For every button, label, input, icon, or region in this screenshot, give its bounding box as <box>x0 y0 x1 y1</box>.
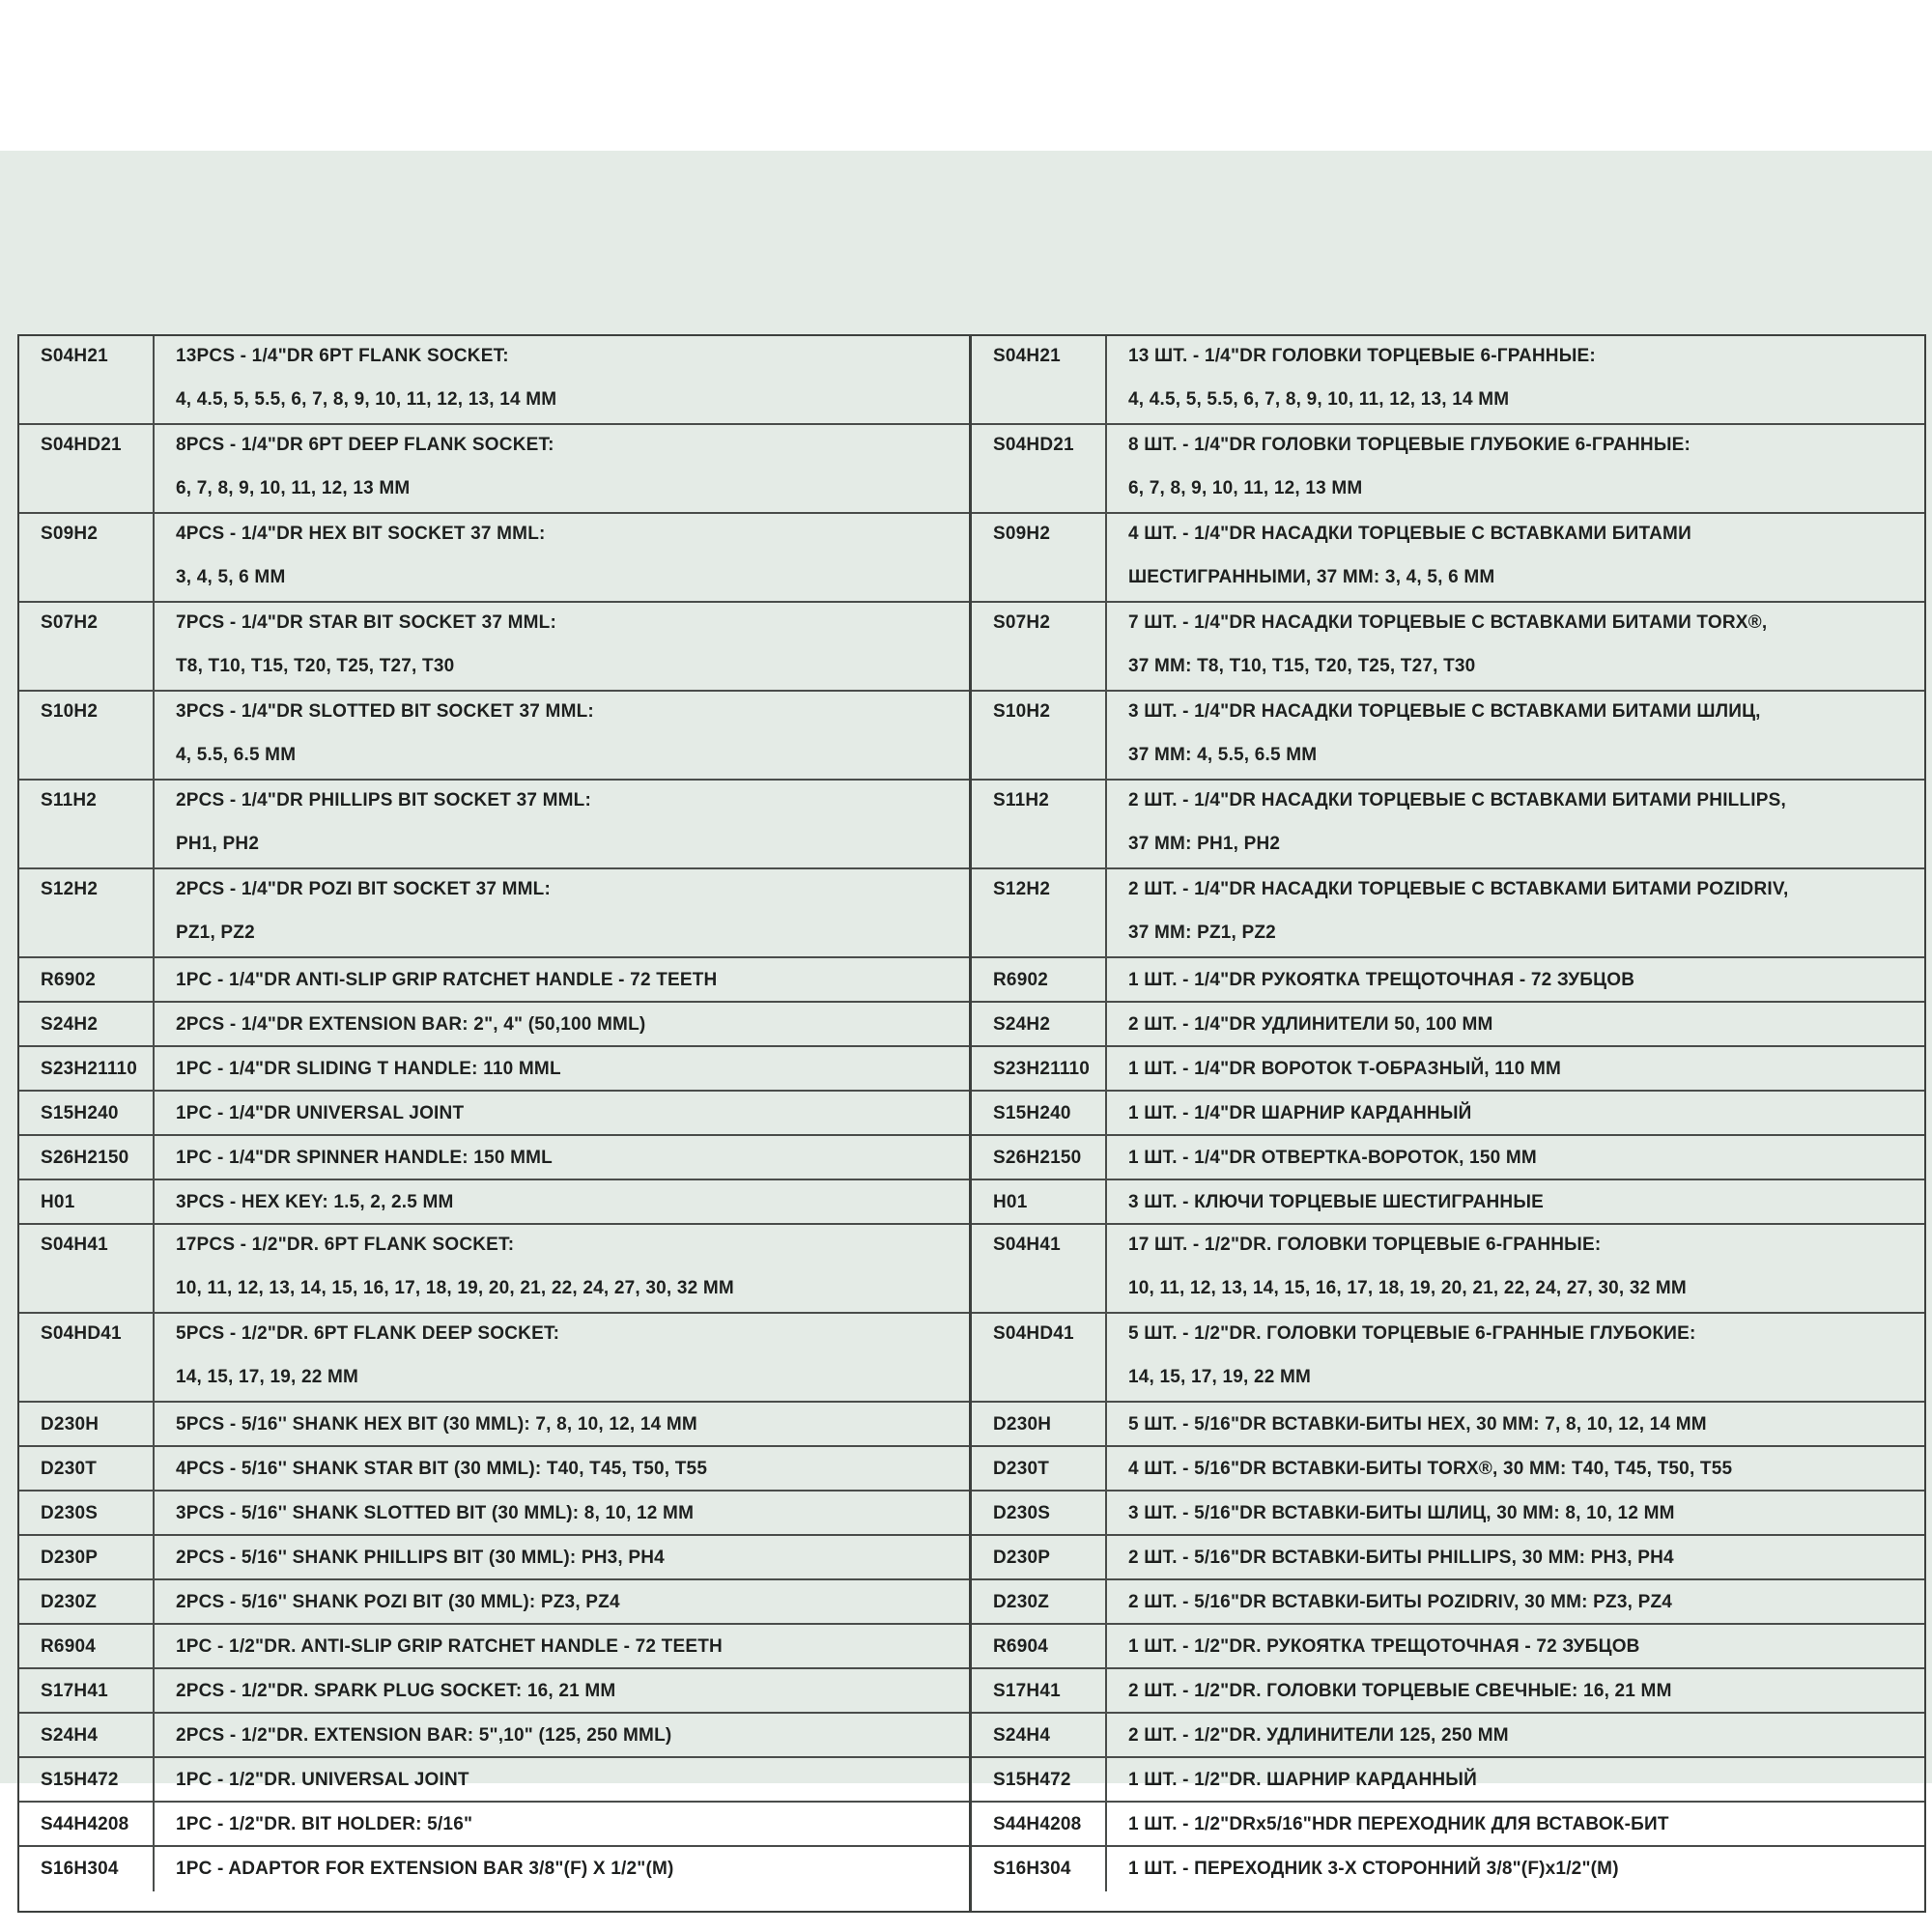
description-sizes-line: 37 MM: PZ1, PZ2 <box>1128 923 1276 943</box>
part-description <box>155 1536 969 1578</box>
parts-table <box>17 334 1926 1913</box>
part-description <box>1107 603 1924 690</box>
description-line: 4PCS - 1/4"DR HEX BIT SOCKET 37 MML: <box>176 524 546 544</box>
part-code: S17H41 <box>972 1669 1107 1712</box>
table-row <box>19 1625 969 1669</box>
table-row <box>972 869 1924 958</box>
table-row <box>19 781 969 869</box>
description-sizes-line: 37 MM: PH1, PH2 <box>1128 834 1281 854</box>
table-row <box>972 425 1924 514</box>
description-line: 4 ШТ. - 5/16"DR ВСТАВКИ-БИТЫ TORX®, 30 MM: T40, T45, T50, T55 <box>1128 1459 1733 1479</box>
part-code: S15H240 <box>19 1092 155 1134</box>
part-description <box>155 514 969 601</box>
part-code: S04HD21 <box>972 425 1107 512</box>
part-description <box>1107 1580 1924 1623</box>
part-code: S23H21110 <box>972 1047 1107 1090</box>
part-code: S44H4208 <box>19 1803 155 1845</box>
description-line: 2 ШТ. - 1/4"DR НАСАДКИ ТОРЦЕВЫЕ С ВСТАВКАМИ БИТАМИ POZIDRIV, <box>1128 879 1789 899</box>
part-description <box>1107 1669 1924 1712</box>
table-row <box>19 1847 969 1891</box>
russian-column <box>972 336 1924 1911</box>
part-code: D230P <box>972 1536 1107 1578</box>
description-sizes-line: 4, 5.5, 6.5 MM <box>176 745 297 765</box>
description-line: 2 ШТ. - 1/4"DR НАСАДКИ ТОРЦЕВЫЕ С ВСТАВКАМИ БИТАМИ PHILLIPS, <box>1128 790 1786 810</box>
description-sizes-line: 10, 11, 12, 13, 14, 15, 16, 17, 18, 19, 20, 21, 22, 24, 27, 30, 32 MM <box>176 1278 734 1298</box>
table-row <box>972 1003 1924 1047</box>
table-row <box>972 781 1924 869</box>
part-description <box>1107 958 1924 1001</box>
part-description <box>155 1714 969 1756</box>
description-line: 7 ШТ. - 1/4"DR НАСАДКИ ТОРЦЕВЫЕ С ВСТАВКАМИ БИТАМИ TORX®, <box>1128 612 1768 633</box>
description-line: 2 ШТ. - 1/2"DR. ГОЛОВКИ ТОРЦЕВЫЕ СВЕЧНЫЕ: 16, 21 MM <box>1128 1681 1672 1701</box>
description-sizes-line: 4, 4.5, 5, 5.5, 6, 7, 8, 9, 10, 11, 12, 13, 14 MM <box>176 389 557 410</box>
description-sizes-line: 37 MM: T8, T10, T15, T20, T25, T27, T30 <box>1128 656 1476 676</box>
part-description <box>1107 781 1924 867</box>
part-code: S09H2 <box>19 514 155 601</box>
table-row <box>972 1136 1924 1180</box>
part-description <box>155 1492 969 1534</box>
part-description <box>155 1225 969 1312</box>
table-row <box>19 1136 969 1180</box>
table-row <box>19 1669 969 1714</box>
description-line: 3PCS - 1/4"DR SLOTTED BIT SOCKET 37 MML: <box>176 701 594 722</box>
description-line: 2PCS - 1/4"DR EXTENSION BAR: 2", 4" (50,100 MML) <box>176 1014 646 1035</box>
description-sizes-line: 37 MM: 4, 5.5, 6.5 MM <box>1128 745 1318 765</box>
part-code: S04H41 <box>19 1225 155 1312</box>
part-description <box>155 1092 969 1134</box>
table-row <box>972 1847 1924 1891</box>
part-description <box>155 1136 969 1179</box>
part-code: S16H304 <box>972 1847 1107 1891</box>
description-sizes-line: 10, 11, 12, 13, 14, 15, 16, 17, 18, 19, 20, 21, 22, 24, 27, 30, 32 MM <box>1128 1278 1687 1298</box>
table-row <box>19 692 969 781</box>
part-code: S12H2 <box>19 869 155 956</box>
table-row <box>972 1714 1924 1758</box>
table-row <box>19 1403 969 1447</box>
description-line: 2PCS - 5/16'' SHANK POZI BIT (30 MML): PZ3, PZ4 <box>176 1592 620 1612</box>
table-row <box>972 1536 1924 1580</box>
part-code: S17H41 <box>19 1669 155 1712</box>
part-description <box>155 1003 969 1045</box>
part-code: S26H2150 <box>19 1136 155 1179</box>
part-code: S04HD41 <box>972 1314 1107 1401</box>
table-row <box>19 1003 969 1047</box>
part-description <box>1107 1492 1924 1534</box>
description-line: 2PCS - 5/16'' SHANK PHILLIPS BIT (30 MML): PH3, PH4 <box>176 1548 665 1568</box>
table-row <box>972 1225 1924 1314</box>
table-row <box>19 1758 969 1803</box>
table-row <box>19 514 969 603</box>
description-line: 3PCS - 5/16'' SHANK SLOTTED BIT (30 MML): 8, 10, 12 MM <box>176 1503 695 1523</box>
description-line: 5PCS - 5/16'' SHANK HEX BIT (30 MML): 7, 8, 10, 12, 14 MM <box>176 1414 697 1435</box>
description-line: 1PC - 1/2"DR. UNIVERSAL JOINT <box>176 1770 469 1790</box>
part-code: S15H472 <box>972 1758 1107 1801</box>
part-code: S04H21 <box>19 336 155 423</box>
description-line: 1PC - 1/2"DR. ANTI-SLIP GRIP RATCHET HANDLE - 72 TEETH <box>176 1636 723 1657</box>
table-row <box>972 1092 1924 1136</box>
description-line: 2PCS - 1/4"DR POZI BIT SOCKET 37 MML: <box>176 879 552 899</box>
part-code: S07H2 <box>972 603 1107 690</box>
part-code: S15H240 <box>972 1092 1107 1134</box>
part-description <box>155 869 969 956</box>
description-line: 3 ШТ. - 1/4"DR НАСАДКИ ТОРЦЕВЫЕ С ВСТАВКАМИ БИТАМИ ШЛИЦ, <box>1128 701 1761 722</box>
part-description <box>1107 1447 1924 1490</box>
description-line: 3 ШТ. - 5/16"DR ВСТАВКИ-БИТЫ ШЛИЦ, 30 MM: 8, 10, 12 MM <box>1128 1503 1675 1523</box>
description-sizes-line: 3, 4, 5, 6 MM <box>176 567 286 587</box>
description-line: 3 ШТ. - КЛЮЧИ ТОРЦЕВЫЕ ШЕСТИГРАННЫЕ <box>1128 1192 1545 1212</box>
part-code: S24H2 <box>19 1003 155 1045</box>
description-line: 5PCS - 1/2"DR. 6PT FLANK DEEP SOCKET: <box>176 1323 560 1344</box>
part-code: S09H2 <box>972 514 1107 601</box>
part-code: R6902 <box>972 958 1107 1001</box>
description-line: 1 ШТ. - ПЕРЕХОДНИК 3-Х СТОРОННИЙ 3/8"(F)x1/2"(M) <box>1128 1859 1619 1879</box>
part-description <box>155 1803 969 1845</box>
part-code: R6904 <box>972 1625 1107 1667</box>
table-row <box>19 1180 969 1225</box>
part-description <box>1107 869 1924 956</box>
part-description <box>155 1047 969 1090</box>
part-code: S16H304 <box>19 1847 155 1891</box>
description-line: 4 ШТ. - 1/4"DR НАСАДКИ ТОРЦЕВЫЕ С ВСТАВКАМИ БИТАМИ <box>1128 524 1691 544</box>
table-row <box>972 1580 1924 1625</box>
part-code: D230P <box>19 1536 155 1578</box>
part-description <box>155 1314 969 1401</box>
part-description <box>155 1669 969 1712</box>
table-row <box>19 1492 969 1536</box>
part-code: D230Z <box>19 1580 155 1623</box>
description-sizes-line: 6, 7, 8, 9, 10, 11, 12, 13 MM <box>1128 478 1363 498</box>
part-description <box>1107 1403 1924 1445</box>
part-description <box>1107 1847 1924 1891</box>
part-code: S24H2 <box>972 1003 1107 1045</box>
part-code: S04HD21 <box>19 425 155 512</box>
part-description <box>1107 1225 1924 1312</box>
description-line: 2PCS - 1/2"DR. SPARK PLUG SOCKET: 16, 21 MM <box>176 1681 616 1701</box>
table-row <box>972 1492 1924 1536</box>
description-line: 1 ШТ. - 1/4"DR ВОРОТОК Т-ОБРАЗНЫЙ, 110 MM <box>1128 1059 1562 1079</box>
table-row <box>19 1580 969 1625</box>
table-row <box>972 603 1924 692</box>
description-line: 1 ШТ. - 1/2"DR. ШАРНИР КАРДАННЫЙ <box>1128 1770 1477 1790</box>
description-line: 2PCS - 1/4"DR PHILLIPS BIT SOCKET 37 MML: <box>176 790 591 810</box>
table-row <box>19 1092 969 1136</box>
table-row <box>19 1314 969 1403</box>
description-line: 8PCS - 1/4"DR 6PT DEEP FLANK SOCKET: <box>176 435 554 455</box>
part-code: S10H2 <box>972 692 1107 779</box>
table-row <box>19 1536 969 1580</box>
table-row <box>972 1447 1924 1492</box>
table-row <box>972 1669 1924 1714</box>
description-line: 1 ШТ. - 1/4"DR ОТВЕРТКА-ВОРОТОК, 150 MM <box>1128 1148 1537 1168</box>
description-line: 1PC - 1/4"DR ANTI-SLIP GRIP RATCHET HANDLE - 72 TEETH <box>176 970 718 990</box>
description-line: 1PC - 1/4"DR UNIVERSAL JOINT <box>176 1103 465 1123</box>
part-description <box>1107 1092 1924 1134</box>
part-description <box>1107 1003 1924 1045</box>
description-line: 1PC - ADAPTOR FOR EXTENSION BAR 3/8"(F) X 1/2"(M) <box>176 1859 674 1879</box>
part-description <box>1107 1758 1924 1801</box>
part-description <box>1107 1803 1924 1845</box>
part-code: S11H2 <box>972 781 1107 867</box>
part-code: D230H <box>972 1403 1107 1445</box>
part-description <box>155 1758 969 1801</box>
table-row <box>19 336 969 425</box>
table-row <box>19 1803 969 1847</box>
description-sizes-line: T8, T10, T15, T20, T25, T27, T30 <box>176 656 455 676</box>
part-description <box>1107 1625 1924 1667</box>
part-code: S07H2 <box>19 603 155 690</box>
part-code: D230H <box>19 1403 155 1445</box>
part-description <box>155 336 969 423</box>
description-line: 1 ШТ. - 1/4"DR РУКОЯТКА ТРЕЩОТОЧНАЯ - 72 ЗУБЦОВ <box>1128 970 1635 990</box>
description-line: 17 ШТ. - 1/2"DR. ГОЛОВКИ ТОРЦЕВЫЕ 6-ГРАННЫЕ: <box>1128 1235 1602 1255</box>
description-line: 1 ШТ. - 1/4"DR ШАРНИР КАРДАННЫЙ <box>1128 1103 1472 1123</box>
part-code: S04H21 <box>972 336 1107 423</box>
description-line: 2 ШТ. - 5/16"DR ВСТАВКИ-БИТЫ PHILLIPS, 30 MM: PH3, PH4 <box>1128 1548 1674 1568</box>
description-line: 2 ШТ. - 1/4"DR УДЛИНИТЕЛИ 50, 100 MM <box>1128 1014 1493 1035</box>
description-line: 5 ШТ. - 1/2"DR. ГОЛОВКИ ТОРЦЕВЫЕ 6-ГРАННЫЕ ГЛУБОКИЕ: <box>1128 1323 1696 1344</box>
part-code: D230T <box>19 1447 155 1490</box>
part-code: D230Z <box>972 1580 1107 1623</box>
part-description <box>155 958 969 1001</box>
table-row <box>972 1180 1924 1225</box>
description-line: 2 ШТ. - 1/2"DR. УДЛИНИТЕЛИ 125, 250 MM <box>1128 1725 1509 1746</box>
table-row <box>972 336 1924 425</box>
table-row <box>972 1403 1924 1447</box>
table-row <box>972 1314 1924 1403</box>
table-row <box>19 869 969 958</box>
part-code: R6902 <box>19 958 155 1001</box>
description-line: 17PCS - 1/2"DR. 6PT FLANK SOCKET: <box>176 1235 515 1255</box>
description-line: 7PCS - 1/4"DR STAR BIT SOCKET 37 MML: <box>176 612 556 633</box>
part-code: S15H472 <box>19 1758 155 1801</box>
part-code: R6904 <box>19 1625 155 1667</box>
description-line: 4PCS - 5/16'' SHANK STAR BIT (30 MML): T40, T45, T50, T55 <box>176 1459 708 1479</box>
description-line: 1 ШТ. - 1/2"DR. РУКОЯТКА ТРЕЩОТОЧНАЯ - 72 ЗУБЦОВ <box>1128 1636 1640 1657</box>
part-code: S24H4 <box>972 1714 1107 1756</box>
part-code: D230S <box>972 1492 1107 1534</box>
description-sizes-line: 4, 4.5, 5, 5.5, 6, 7, 8, 9, 10, 11, 12, 13, 14 MM <box>1128 389 1510 410</box>
description-line: 1PC - 1/4"DR SPINNER HANDLE: 150 MML <box>176 1148 553 1168</box>
description-line: 2PCS - 1/2"DR. EXTENSION BAR: 5",10" (125, 250 MML) <box>176 1725 672 1746</box>
part-code: S11H2 <box>19 781 155 867</box>
part-code: S12H2 <box>972 869 1107 956</box>
table-row <box>972 1758 1924 1803</box>
part-description <box>155 692 969 779</box>
part-description <box>1107 1047 1924 1090</box>
description-line: 1PC - 1/4"DR SLIDING T HANDLE: 110 MML <box>176 1059 561 1079</box>
description-sizes-line: 14, 15, 17, 19, 22 MM <box>176 1367 359 1387</box>
table-row <box>19 958 969 1003</box>
part-description <box>1107 1136 1924 1179</box>
table-row <box>19 603 969 692</box>
part-description <box>155 1625 969 1667</box>
part-description <box>1107 1536 1924 1578</box>
part-description <box>155 1403 969 1445</box>
part-description <box>155 1447 969 1490</box>
part-code: S26H2150 <box>972 1136 1107 1179</box>
table-row <box>972 958 1924 1003</box>
part-description <box>155 1580 969 1623</box>
part-description <box>1107 336 1924 423</box>
description-line: 8 ШТ. - 1/4"DR ГОЛОВКИ ТОРЦЕВЫЕ ГЛУБОКИЕ 6-ГРАННЫЕ: <box>1128 435 1691 455</box>
part-description <box>1107 1180 1924 1223</box>
part-code: S24H4 <box>19 1714 155 1756</box>
description-line: 13PCS - 1/4"DR 6PT FLANK SOCKET: <box>176 346 509 366</box>
description-line: 2 ШТ. - 5/16"DR ВСТАВКИ-БИТЫ POZIDRIV, 30 MM: PZ3, PZ4 <box>1128 1592 1673 1612</box>
table-row <box>972 1625 1924 1669</box>
description-sizes-line: 14, 15, 17, 19, 22 MM <box>1128 1367 1312 1387</box>
part-code: S10H2 <box>19 692 155 779</box>
part-code: D230S <box>19 1492 155 1534</box>
description-line: 5 ШТ. - 5/16"DR ВСТАВКИ-БИТЫ HEX, 30 MM: 7, 8, 10, 12, 14 MM <box>1128 1414 1707 1435</box>
description-line: 1PC - 1/2"DR. BIT HOLDER: 5/16" <box>176 1814 473 1834</box>
part-code: S44H4208 <box>972 1803 1107 1845</box>
description-line: 1 ШТ. - 1/2"DRx5/16"HDR ПЕРЕХОДНИК ДЛЯ ВСТАВОК-БИТ <box>1128 1814 1669 1834</box>
table-row <box>972 1803 1924 1847</box>
part-code: S23H21110 <box>19 1047 155 1090</box>
parts-sheet <box>0 151 1932 1879</box>
table-row <box>972 692 1924 781</box>
description-line: 13 ШТ. - 1/4"DR ГОЛОВКИ ТОРЦЕВЫЕ 6-ГРАННЫЕ: <box>1128 346 1596 366</box>
part-description <box>1107 1714 1924 1756</box>
part-code: S04HD41 <box>19 1314 155 1401</box>
part-code: S04H41 <box>972 1225 1107 1312</box>
part-description <box>1107 514 1924 601</box>
table-row <box>972 1047 1924 1092</box>
description-sizes-line: 6, 7, 8, 9, 10, 11, 12, 13 MM <box>176 478 411 498</box>
part-code: H01 <box>972 1180 1107 1223</box>
part-description <box>1107 1314 1924 1401</box>
table-row <box>19 1047 969 1092</box>
part-description <box>155 1847 969 1891</box>
table-row <box>19 425 969 514</box>
part-description <box>155 603 969 690</box>
table-row <box>19 1714 969 1758</box>
table-row <box>19 1447 969 1492</box>
description-sizes-line: PZ1, PZ2 <box>176 923 255 943</box>
part-code: H01 <box>19 1180 155 1223</box>
part-description <box>1107 692 1924 779</box>
part-description <box>155 1180 969 1223</box>
table-row <box>19 1225 969 1314</box>
part-description <box>155 425 969 512</box>
part-code: D230T <box>972 1447 1107 1490</box>
table-row <box>972 514 1924 603</box>
description-sizes-line: PH1, PH2 <box>176 834 260 854</box>
english-column <box>19 336 972 1911</box>
part-description <box>155 781 969 867</box>
description-sizes-line: ШЕСТИГРАННЫМИ, 37 MM: 3, 4, 5, 6 MM <box>1128 567 1495 587</box>
part-description <box>1107 425 1924 512</box>
description-line: 3PCS - HEX KEY: 1.5, 2, 2.5 MM <box>176 1192 454 1212</box>
